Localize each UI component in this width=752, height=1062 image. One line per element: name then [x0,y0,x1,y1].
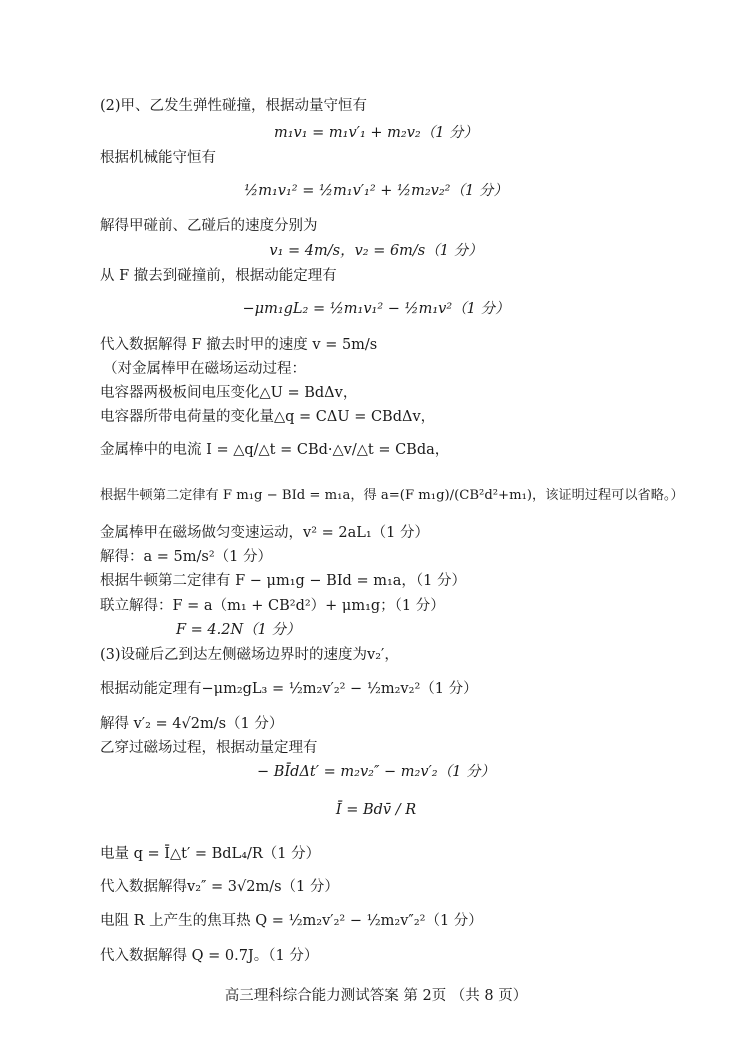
line-29: 代入数据解得 Q = 0.7J。（1 分） [100,948,319,964]
line-3: 根据机械能守恒有 [100,150,216,166]
line-17: 根据牛顿第二定律有 F − μm₁g − BId = m₁a，（1 分） [100,573,466,589]
line-1: (2)甲、乙发生弹性碰撞，根据动量守恒有 [100,98,368,114]
page-footer: 高三理科综合能力测试答案 第 2页 （共 8 页） [224,988,528,1004]
line-7: 从 F 撤去到碰撞前，根据动能定理有 [100,268,337,284]
line-2: m₁v₁ = m₁v′₁ + m₂v₂（1 分） [273,125,479,141]
line-27: 代入数据解得v₂″ = 3√2m/s（1 分） [100,879,339,895]
line-13: 金属棒中的电流 I = △q/△t = CBd·△v/△t = CBda， [100,442,450,458]
line-21: 根据动能定理有−μm₂gL₃ = ½m₂v′₂² − ½m₂v₂²（1 分） [100,681,478,697]
line-18: 联立解得：F = a（m₁ + CB²d²）+ μm₁g；（1 分） [100,598,445,614]
line-8: −μm₁gL₂ = ½m₁v₁² − ½m₁v²（1 分） [242,301,510,317]
line-5: 解得甲碰前、乙碰后的速度分别为 [100,218,318,234]
line-15: 金属棒甲在磁场做匀变速运动，v² = 2aL₁（1 分） [100,525,430,541]
line-26: 电量 q = Ī△t′ = BdL₄/R（1 分） [100,846,321,862]
line-19: F = 4.2N（1 分） [176,622,301,638]
line-20: (3)设碰后乙到达左侧磁场边界时的速度为v₂′， [100,647,399,663]
line-14: 根据牛顿第二定律有 F m₁g − BId = m₁a，得 a=(F m₁g)/(CB²d²+m₁)，该证明过程可以省略。） [100,488,684,503]
line-9: 代入数据解得 F 撤去时甲的速度 v = 5m/s [100,337,378,353]
line-16: 解得：a = 5m/s²（1 分） [100,549,272,565]
line-28: 电阻 R 上产生的焦耳热 Q = ½m₂v′₂² − ½m₂v″₂²（1 分） [100,913,483,929]
line-24: − BĪdΔt′ = m₂v₂″ − m₂v′₂（1 分） [257,764,495,780]
line-4: ½m₁v₁² = ½m₁v′₁² + ½m₂v₂²（1 分） [244,183,508,199]
line-11: 电容器两极板间电压变化△U = BdΔv， [100,385,358,401]
line-22: 解得 v′₂ = 4√2m/s（1 分） [100,716,284,732]
line-12: 电容器所带电荷量的变化量△q = CΔU = CBdΔv， [100,409,436,425]
line-25: Ī = Bdv̄ / R [335,802,417,818]
line-10: （对金属棒甲在磁场运动过程： [103,361,306,377]
line-23: 乙穿过磁场过程，根据动量定理有 [100,740,318,756]
line-6: v₁ = 4m/s，v₂ = 6m/s（1 分） [269,243,483,259]
